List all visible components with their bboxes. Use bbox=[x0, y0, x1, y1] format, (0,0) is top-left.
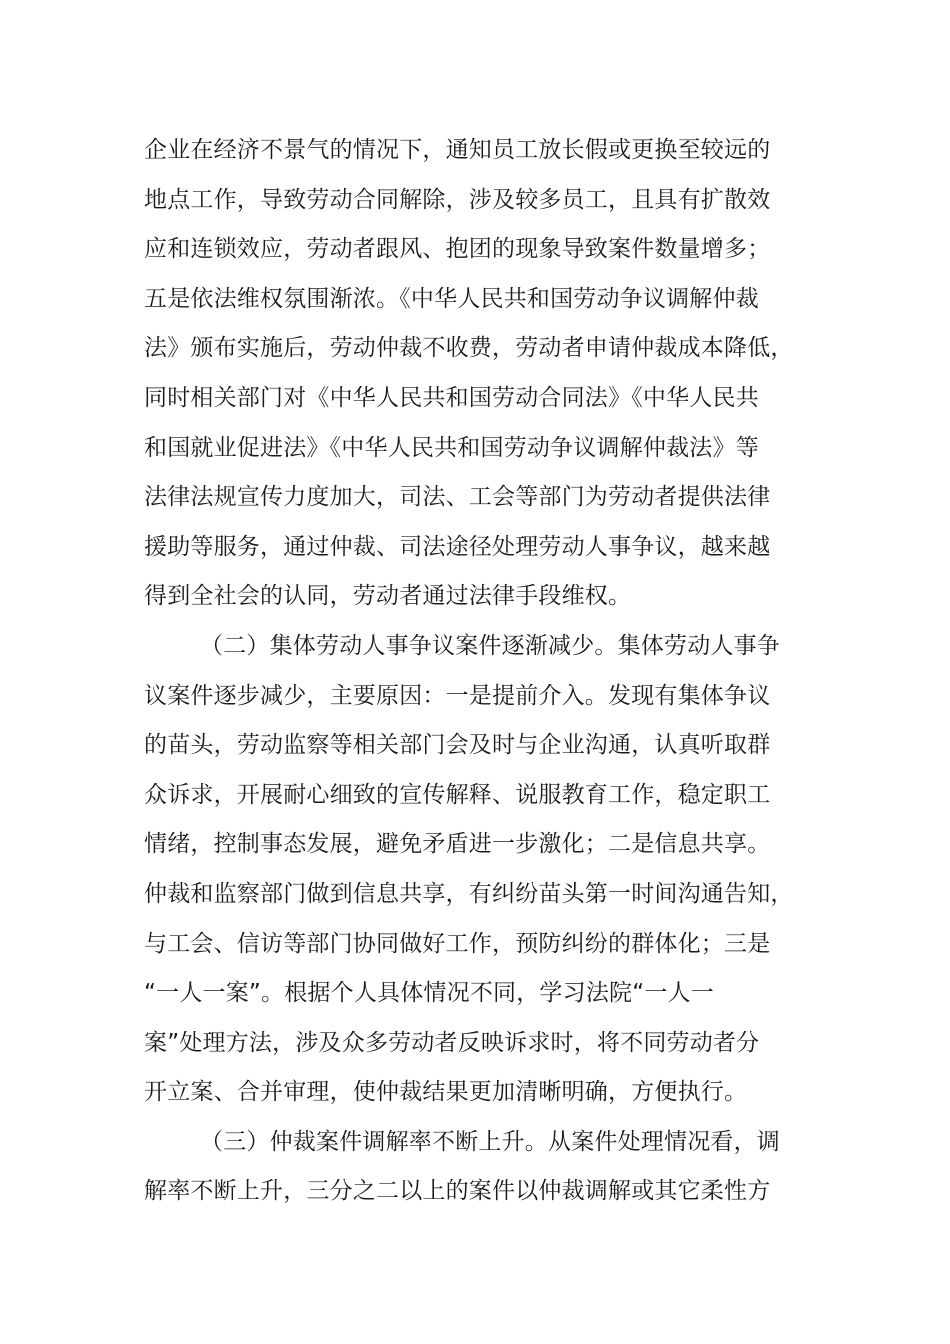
text-line: 应和连锁效应，劳动者跟风、抱团的现象导致案件数量增多； bbox=[144, 236, 771, 263]
section-heading-line: （三）仲裁案件调解率不断上升。从案件处理情况看，调 bbox=[200, 1128, 780, 1155]
text-line: “一人一案”。根据个人具体情况不同，学习法院“一人一 bbox=[144, 980, 714, 1007]
text-line: 的苗头，劳动监察等相关部门会及时与企业沟通，认真听取群 bbox=[144, 732, 771, 759]
text-line: 仲裁和监察部门做到信息共享，有纠纷苗头第一时间沟通告知， bbox=[144, 880, 794, 907]
text-line: 法》颁布实施后，劳动仲裁不收费，劳动者申请仲裁成本降低， bbox=[144, 335, 794, 362]
body-text bbox=[144, 126, 804, 1217]
section-heading-line: （二）集体劳动人事争议案件逐渐减少。集体劳动人事争 bbox=[200, 632, 780, 659]
text-line: 地点工作，导致劳动合同解除，涉及较多员工，且具有扩散效 bbox=[144, 186, 771, 213]
text-line: 企业在经济不景气的情况下，通知员工放长假或更换至较远的 bbox=[144, 137, 771, 163]
text-line: 与工会、信访等部门协同做好工作，预防纠纷的群体化；三是 bbox=[144, 930, 771, 957]
text-line: 案”处理方法，涉及众多劳动者反映诉求时，将不同劳动者分 bbox=[144, 1029, 760, 1056]
text-line: 援助等服务，通过仲裁、司法途径处理劳动人事争议，越来越 bbox=[144, 533, 771, 560]
text-line: 解率不断上升，三分之二以上的案件以仲裁调解或其它柔性方 bbox=[144, 1178, 771, 1205]
text-line: 和国就业促进法》《中华人民共和国劳动争议调解仲裁法》等 bbox=[144, 434, 759, 461]
text-line: 众诉求，开展耐心细致的宣传解释、说服教育工作，稳定职工 bbox=[144, 781, 771, 808]
text-line: 五是依法维权氛围渐浓。《中华人民共和国劳动争议调解仲裁 bbox=[144, 285, 759, 312]
text-line: 情绪，控制事态发展，避免矛盾进一步激化；二是信息共享。 bbox=[144, 831, 771, 858]
text-line: 开立案、合并审理，使仲裁结果更加清晰明确，方便执行。 bbox=[144, 1079, 748, 1106]
text-line: 法律法规宣传力度加大，司法、工会等部门为劳动者提供法律 bbox=[144, 484, 771, 511]
text-line: 得到全社会的认同，劳动者通过法律手段维权。 bbox=[144, 583, 632, 610]
text-line: 议案件逐步减少，主要原因：一是提前介入。发现有集体争议 bbox=[144, 682, 771, 709]
text-line: 同时相关部门对《中华人民共和国劳动合同法》《中华人民共 bbox=[144, 384, 759, 411]
